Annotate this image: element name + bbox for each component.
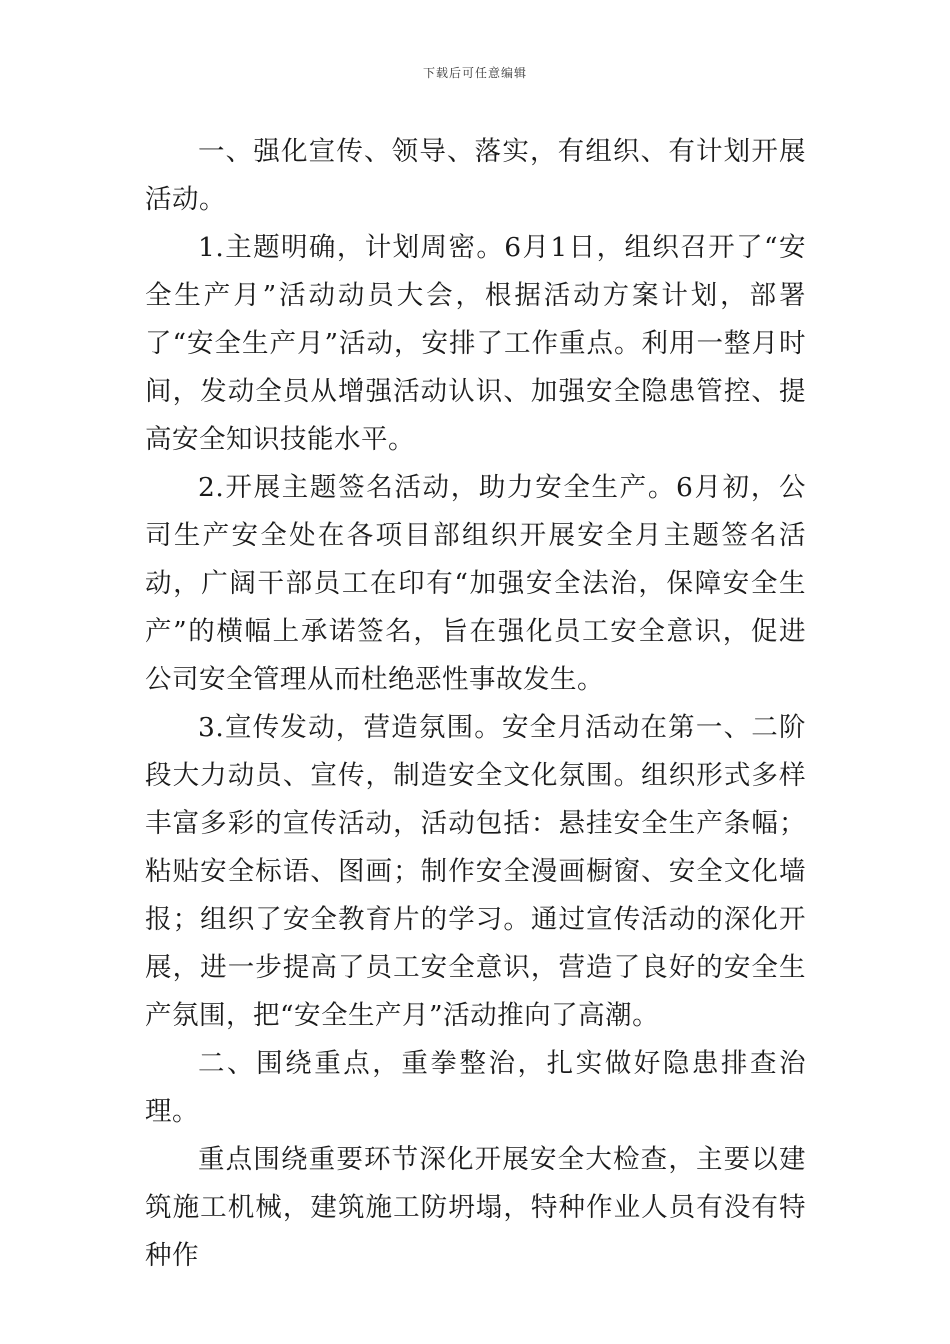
paragraph-item-3: 3.宣传发动，营造氛围。安全月活动在第一、二阶段大力动员、宣传，制造安全文化氛围。组织形式多样丰富多彩的宣传活动，活动包括：悬挂安全生产条幅；粘贴安全标语、图画；制作安全漫画橱窗、安全文化墙报；组织了安全教育片的学习。通过宣传活动的深化开展，进一步提高了员工安全意识，营造了良好的安全生产氛围，把“安全生产月”活动推向了高潮。	[145, 712, 806, 1031]
paragraph-item-1: 1.主题明确，计划周密。6月1日，组织召开了“安全生产月”活动动员大会，根据活动方案计划，部署了“安全生产月”活动，安排了工作重点。利用一整月时间，发动全员从增强活动认识、加强安全隐患管控、提高安全知识技能水平。	[145, 232, 806, 455]
page-header: 下载后可任意编辑	[422, 66, 527, 80]
document-body	[145, 128, 806, 1280]
section-heading-2: 二、围绕重点，重拳整治，扎实做好隐患排查治理。	[145, 1048, 806, 1127]
section-heading-1: 一、强化宣传、领导、落实，有组织、有计划开展活动。	[145, 136, 806, 215]
paragraph-item-2: 2.开展主题签名活动，助力安全生产。6月初，公司生产安全处在各项目部组织开展安全月主题签名活动，广阔干部员工在印有“加强安全法治，保障安全生产”的横幅上承诺签名，旨在强化员工安全意识，促进公司安全管理从而杜绝恶性事故发生。	[145, 472, 806, 695]
paragraph-inspection: 重点围绕重要环节深化开展安全大检查，主要以建筑施工机械，建筑施工防坍塌，特种作业人员有没有特种作	[145, 1144, 806, 1271]
